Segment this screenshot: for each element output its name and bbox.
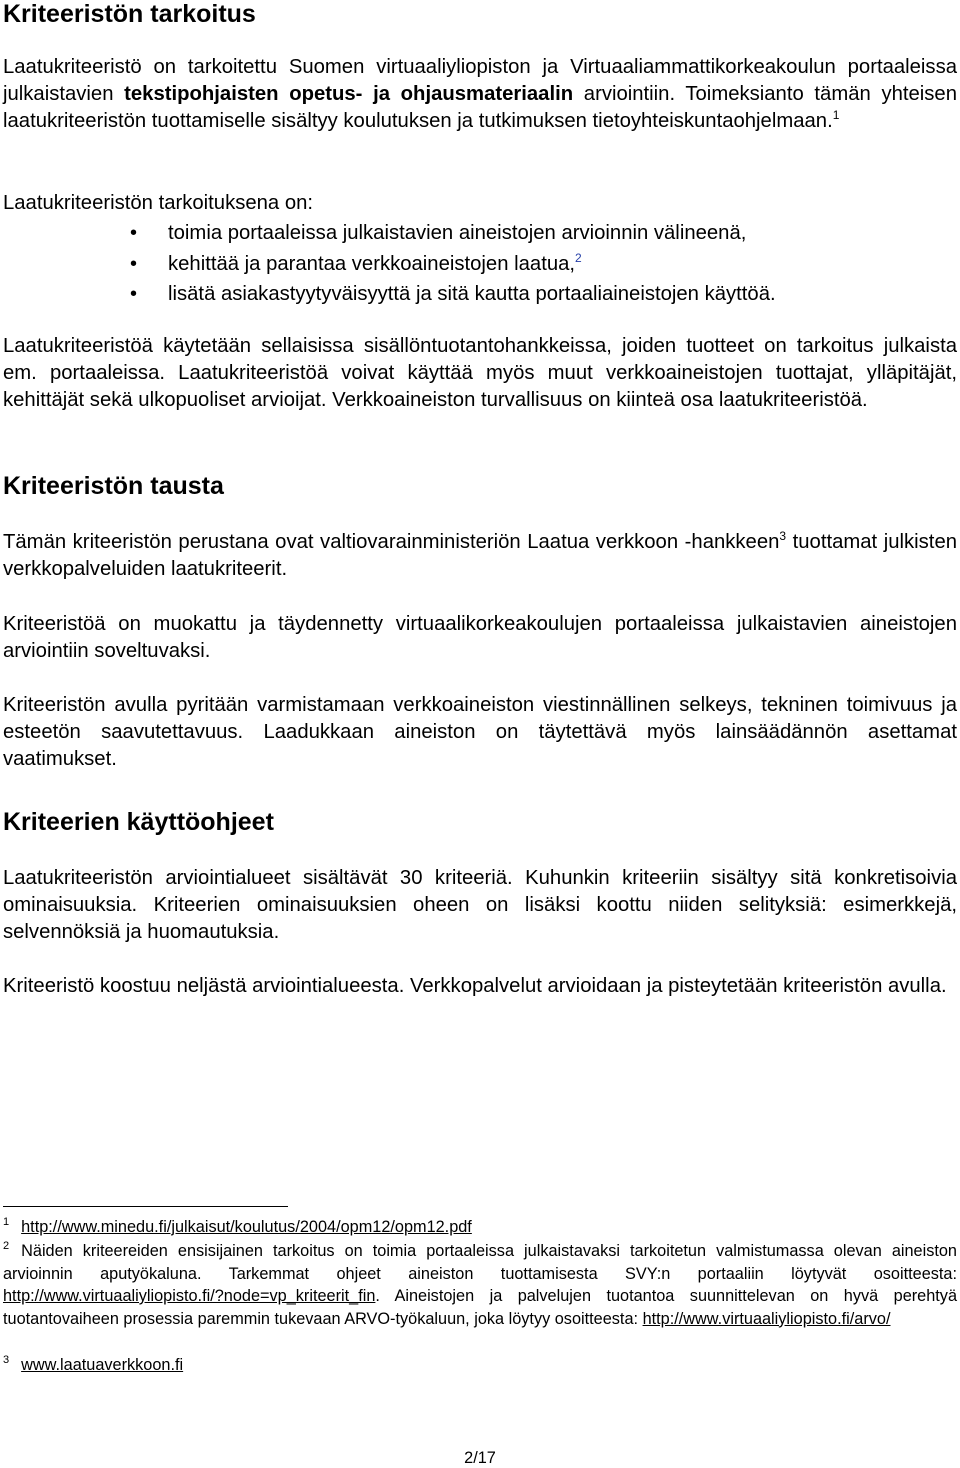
bold-text: tekstipohjaisten opetus- ja ohjausmateriaalin bbox=[124, 83, 574, 105]
paragraph-background-3: Kriteeristön avulla pyritään varmistamaan verkkoaineiston viestinnällinen selkeys, tekninen toimivuus ja esteetön saavutettavuus. Laadukkaan aineiston on täytettävä myös lainsäädännön asettamat vaatimukset. bbox=[3, 694, 957, 770]
text: arviointiin. Toimeksianto tämän yhteisen laatukriteeristön tuottamiselle sisältyy koulutuksen ja tutkimuksen tietoyhteiskuntaohjelmaan. bbox=[3, 83, 957, 132]
footnote-3: $^3$ www.laatuaverkkoon.fi bbox=[3, 1354, 184, 1374]
footnote-link[interactable]: http://www.virtuaaliyliopisto.fi/?node=vp_kriteerit_fin bbox=[3, 1287, 376, 1305]
list-item: • lisätä asiakastyytyväisyyttä ja sitä kautta portaaliaineistojen käyttöä. bbox=[0, 279, 940, 310]
paragraph-instructions-2: Kriteeristö koostuu neljästä arviointialueesta. Verkkopalvelut arvioidaan ja pisteytetään kriteeristön avulla. bbox=[3, 975, 947, 997]
paragraph-purpose-list-intro: Laatukriteeristön tarkoituksena on: bbox=[3, 192, 314, 214]
list-item: • kehittää ja parantaa verkkoaineistojen laatua,$^2$ bbox=[0, 249, 940, 280]
footnote-link[interactable]: www.laatuaverkkoon.fi bbox=[21, 1356, 184, 1374]
footnote-1: $^1$ http://www.minedu.fi/julkaisut/koulutus/2004/opm12/opm12.pdf bbox=[3, 1216, 472, 1236]
heading-background: Kriteeristön tausta bbox=[3, 472, 224, 500]
heading-purpose: Kriteeristön tarkoitus bbox=[3, 0, 256, 28]
paragraph-purpose-intro bbox=[3, 54, 957, 135]
text: Laatukriteeristö on tarkoitettu Suomen virtuaaliyliopiston ja Virtuaaliammattikorkeakoulun portaaleissa julkaistavien bbox=[3, 56, 957, 105]
purpose-list bbox=[0, 218, 940, 310]
heading-instructions: Kriteerien käyttöohjeet bbox=[3, 808, 274, 836]
paragraph-background-2: Kriteeristöä on muokattu ja täydennetty virtuaalikorkeakoulujen portaaleissa julkaistavien aineistojen arviointiin soveltuvaksi. bbox=[3, 613, 957, 662]
footnote-separator bbox=[3, 1206, 288, 1207]
paragraph-background-1: Tämän kriteeristön perustana ovat valtiovarainministeriön Laatua verkkoon -hankkeen$^3$ tuottamat julkisten verkkopalveluiden laatukriteerit. bbox=[3, 529, 958, 580]
footnote-link[interactable]: http://www.minedu.fi/julkaisut/koulutus/2004/opm12/opm12.pdf bbox=[21, 1218, 472, 1236]
footnote-ref-3[interactable]: 3 bbox=[779, 529, 787, 543]
paragraph-purpose-usage: Laatukriteeristöä käytetään sellaisissa sisällöntuotantohankkeissa, joiden tuotteet on tarkoitus julkaista em. portaaleissa. Laatukriteeristöä voivat käyttää myös muut verkkoaineistojen tuottajat, ylläpitäjät, kehittäjät sekä ulkopuoliset arvioijat. Verkkoaineiston turvallisuus on kiinteä osa laatukriteeristöä. bbox=[3, 335, 957, 411]
list-item: • toimia portaaleissa julkaistavien aineistojen arvioinnin välineenä, bbox=[0, 218, 940, 249]
footnote-ref-1[interactable]: 1 bbox=[832, 108, 840, 122]
page-number: 2/17 bbox=[464, 1449, 496, 1467]
footnote-link[interactable]: http://www.virtuaaliyliopisto.fi/arvo/ bbox=[642, 1309, 891, 1328]
footnote-ref-2[interactable]: 2 bbox=[575, 250, 582, 265]
paragraph-instructions-1: Laatukriteeristön arviointialueet sisältävät 30 kriteeriä. Kuhunkin kriteeriin sisältyy sitä konkretisoivia ominaisuuksia. Kriteerien ominaisuuksien oheen on lisäksi koottu niiden selityksiä: esimerkkejä, selvennöksiä ja huomautuksia. bbox=[3, 867, 957, 943]
footnote-2: $^2$ Näiden kriteereiden ensisijainen tarkoitus on toimia portaaleissa julkaistavaksi tarkoitetun valmistumassa olevan aineiston arvioinnin aputyökaluna. Tarkemmat ohjeet aineiston tuottamisesta SVY:n portaaliin löytyvät osoitteesta: http://www.virtuaaliyliopisto.fi/?node=vp_kriteerit_fin. Aineistojen ja palvelujen tuotantoa suunnittelevan on hyvä perehtyä tuotantovaiheen prosessia paremmin tukevaan ARVO-työkaluun, joka löytyy osoitteesta: http://www.virtuaaliyliopisto.fi/arvo/ bbox=[3, 1240, 957, 1328]
